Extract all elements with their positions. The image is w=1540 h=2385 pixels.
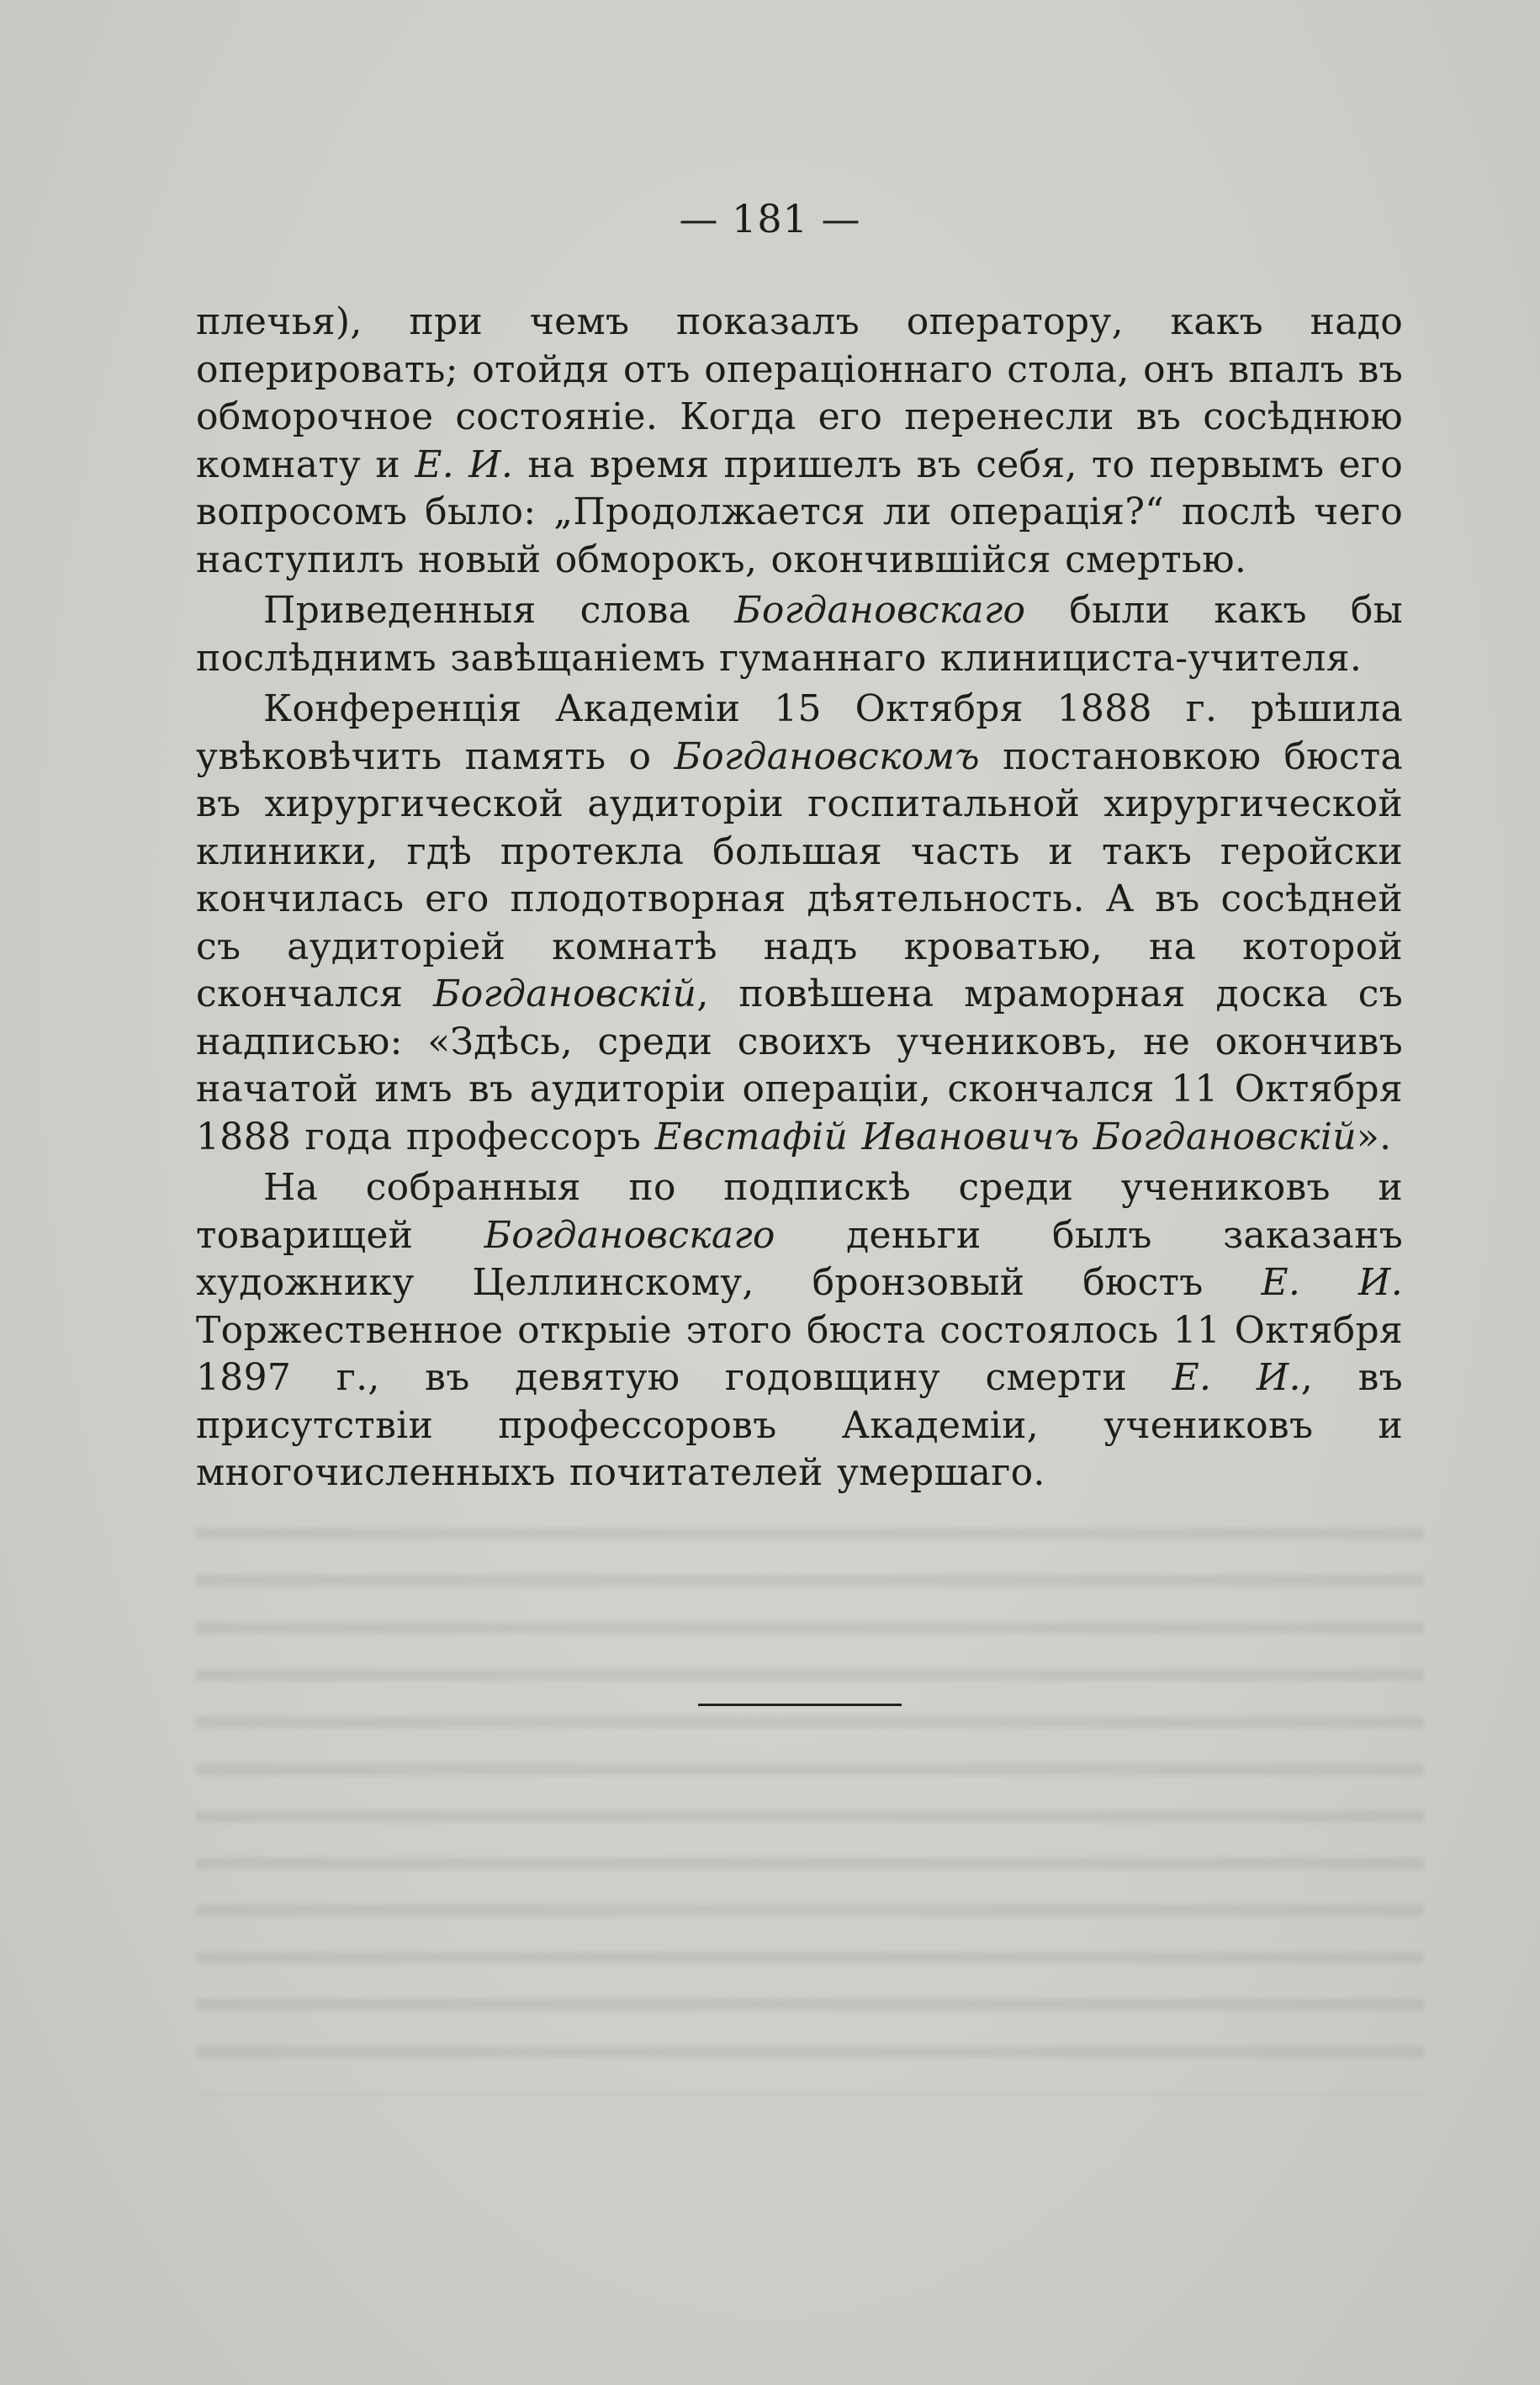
italic-name: Богдановскій bbox=[433, 973, 697, 1015]
text-run: постановкою бюста въ хирургической аудиторіи госпитальной хирургической клиники, гдѣ протекла большая часть и такъ геройски кончилась его плодотворная дѣятельность. А въ сосѣдней съ аудиторіей комнатѣ надъ кроватью, на которой скончался bbox=[196, 734, 1403, 1015]
body-text bbox=[196, 299, 1403, 1497]
paragraph bbox=[196, 1164, 1403, 1497]
text-run: были какъ бы послѣднимъ завѣщаніемъ гуманнаго клинициста-учителя. bbox=[196, 589, 1403, 680]
italic-name: Е. И. bbox=[1261, 1261, 1403, 1304]
italic-name: Богдановскомъ bbox=[674, 734, 980, 778]
italic-name: Евстафій Ивановичъ Богдановскій bbox=[654, 1115, 1357, 1158]
page-number: — 181 — bbox=[679, 196, 861, 241]
text-run: на время пришелъ въ себя, то первымъ его вопросомъ было: „Продолжается ли операція?“ послѣ чего наступилъ новый обморокъ, окончившійся смертью. bbox=[196, 443, 1403, 581]
text-run: Приведенныя слова bbox=[263, 589, 735, 632]
text-run: деньги былъ заказанъ художнику Целлинскому, бронзовый бюстъ bbox=[196, 1213, 1403, 1304]
text-run: плечья), при чемъ показалъ оператору, какъ надо оперировать; отойдя отъ операціоннаго стола, онъ впалъ въ обморочное состояніе. Когда его перенесли въ сосѣднюю комнату и bbox=[196, 300, 1403, 486]
text-run: Конференція Академіи 15 Октября 1888 г. рѣшила увѣковѣчить память о bbox=[196, 687, 1403, 778]
text-run: На собранныя по подпискѣ среди учениковъ и товарищей bbox=[196, 1166, 1403, 1257]
italic-name: Богдановскаго bbox=[734, 589, 1026, 632]
text-run: , въ присутствіи профессоровъ Академіи, учениковъ и многочисленныхъ почитателей умершаго. bbox=[196, 1356, 1403, 1494]
italic-name: Е. И. bbox=[415, 443, 514, 486]
paragraph bbox=[196, 587, 1403, 682]
italic-name: Е. И. bbox=[1172, 1356, 1301, 1399]
show-through-texture bbox=[196, 1506, 1424, 2095]
paragraph bbox=[196, 686, 1403, 1161]
paragraph bbox=[196, 299, 1403, 584]
italic-name: Богдановскаго bbox=[484, 1213, 775, 1257]
text-run: ». bbox=[1356, 1115, 1392, 1158]
end-rule bbox=[698, 1704, 902, 1706]
text-run: , повѣшена мраморная доска съ надписью: «Здѣсь, среди своихъ учениковъ, не окончивъ начатой имъ въ аудиторіи операціи, скончался 11 Октября 1888 года профессоръ bbox=[196, 973, 1403, 1158]
text-run: Торжественное открыіе этого бюста состоялось 11 Октября 1897 г., въ девятую годовщину смерти bbox=[196, 1308, 1403, 1399]
